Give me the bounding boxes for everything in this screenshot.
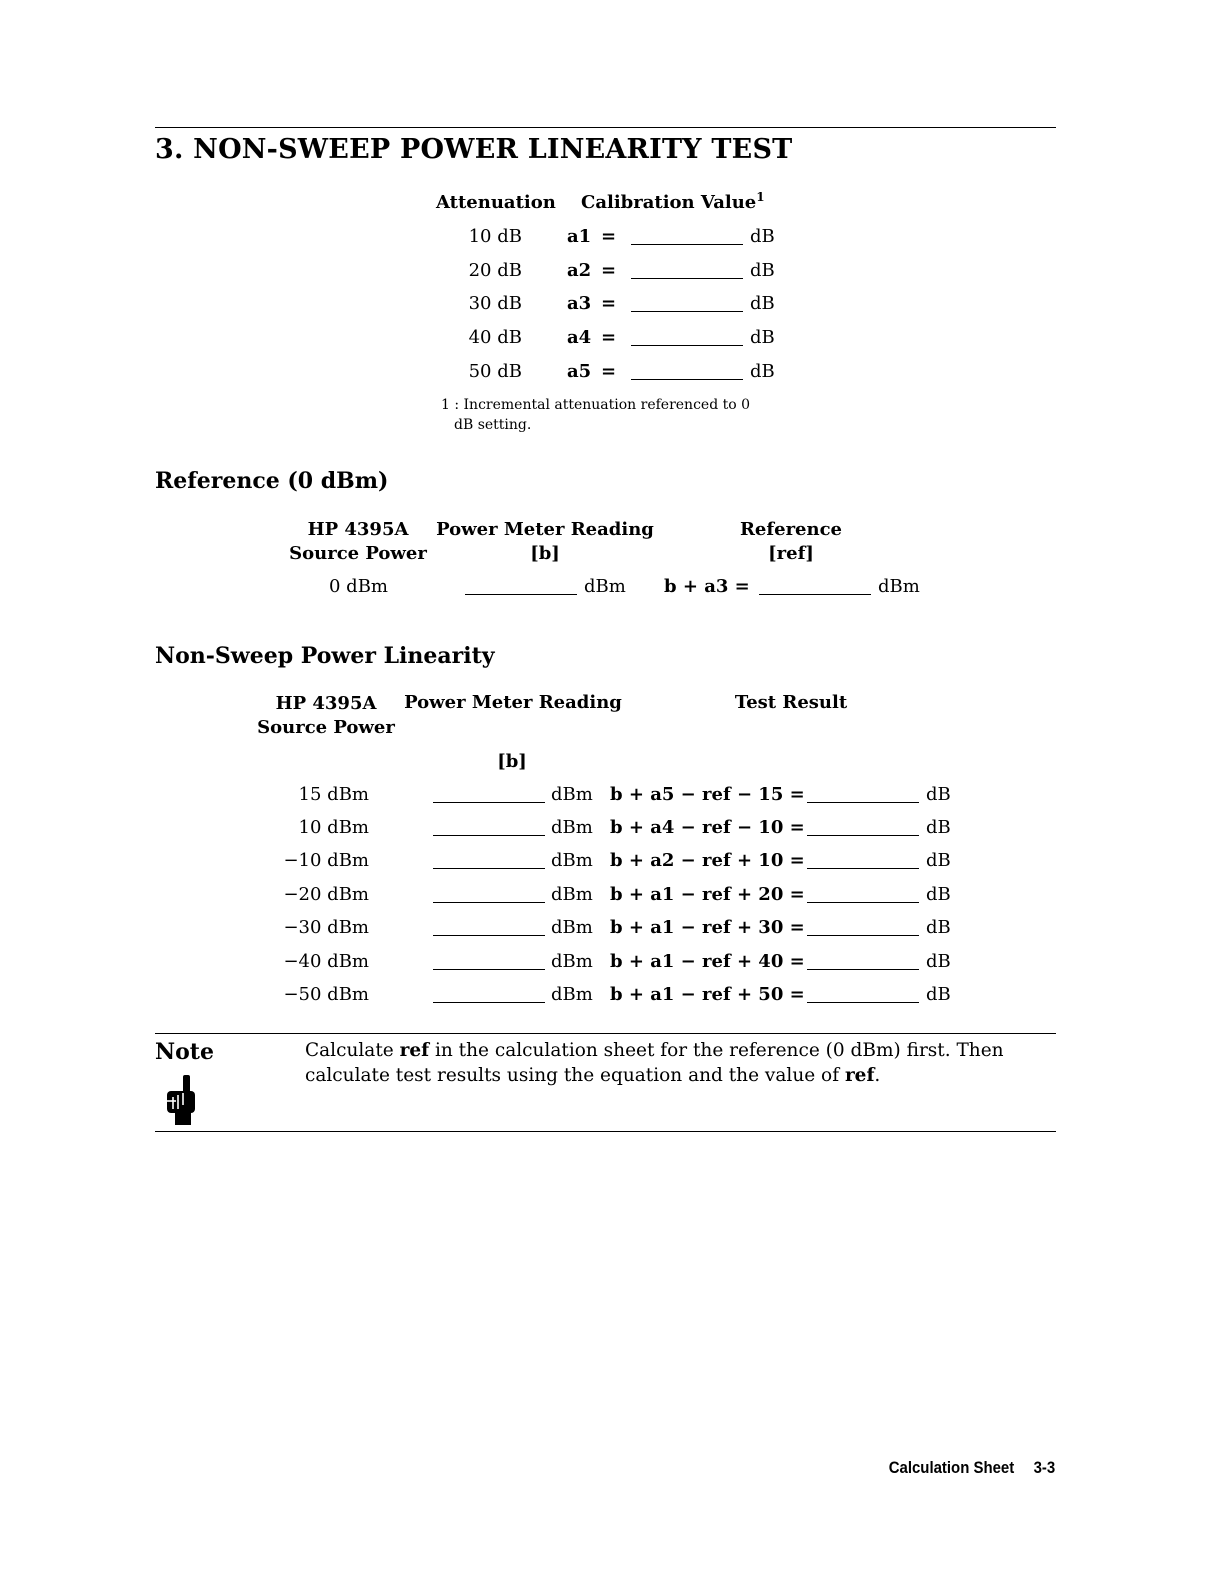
cal-unit: dB [750, 293, 775, 314]
lin-equation: b + a4 − ref − 10 = [610, 817, 805, 838]
footer-section: Calculation Sheet [888, 1458, 1015, 1477]
ref-col-reference-line1: Reference [739, 519, 843, 540]
ref-source-value: 0 dBm [329, 576, 388, 597]
ref-col-meter-line2: [b] [530, 543, 560, 564]
lin-meter-unit: dBm [551, 817, 593, 838]
lin-result-blank[interactable] [807, 868, 919, 869]
ref-col-source-line1: HP 4395A [307, 519, 409, 540]
cal-value-blank[interactable] [631, 345, 743, 346]
ref-meter-blank[interactable] [465, 594, 577, 595]
linearity-heading: Non-Sweep Power Linearity [155, 643, 495, 669]
lin-source-value: −10 dBm [283, 850, 369, 871]
cal-equals: = [601, 361, 617, 382]
col-header-calibration: Calibration Value$^1$ [581, 190, 765, 213]
lin-result-unit: dB [926, 951, 951, 972]
lin-meter-unit: dBm [551, 784, 593, 805]
lin-result-unit: dB [926, 884, 951, 905]
ref-col-source-line2: Source Power [289, 543, 427, 564]
footer-page-number: 3-3 [1033, 1458, 1055, 1477]
footnote-marker: 1 [756, 190, 765, 204]
lin-col-source [246, 692, 406, 740]
lin-source-value: 10 dBm [298, 817, 369, 838]
ref-col-reference-line2: [ref] [768, 543, 814, 564]
cal-label: a3 [567, 293, 592, 314]
ref-result-unit: dBm [878, 576, 920, 597]
note-bottom-rule [155, 1131, 1056, 1132]
cal-equals: = [601, 327, 617, 348]
lin-meter-unit: dBm [551, 951, 593, 972]
cal-equals: = [601, 226, 617, 247]
note-top-rule [155, 1033, 1056, 1034]
cal-label: a1 [567, 226, 592, 247]
cal-label: a4 [567, 327, 592, 348]
lin-result-blank[interactable] [807, 835, 919, 836]
cal-attenuation: 20 dB [468, 260, 522, 281]
page-footer [888, 1458, 1055, 1478]
lin-meter-blank[interactable] [433, 902, 545, 903]
lin-equation: b + a5 − ref − 15 = [610, 784, 805, 805]
lin-result-unit: dB [926, 784, 951, 805]
cal-equals: = [601, 260, 617, 281]
lin-result-unit: dB [926, 917, 951, 938]
cal-equals: = [601, 293, 617, 314]
lin-result-blank[interactable] [807, 935, 919, 936]
lin-meter-blank[interactable] [433, 868, 545, 869]
ref-col-reference [711, 518, 871, 566]
ref-col-meter-line1: Power Meter Reading [436, 519, 654, 540]
lin-equation: b + a1 − ref + 50 = [610, 984, 805, 1005]
ref-result-blank[interactable] [759, 594, 871, 595]
lin-result-blank[interactable] [807, 1002, 919, 1003]
reference-heading: Reference (0 dBm) [155, 468, 389, 494]
note-line1: Calculate ref in the calculation sheet for the reference (0 dBm) first. Then [305, 1040, 1004, 1061]
lin-col-meter: Power Meter Reading [404, 692, 622, 713]
note-text [305, 1038, 1055, 1088]
lin-result-blank[interactable] [807, 802, 919, 803]
lin-result-unit: dB [926, 850, 951, 871]
lin-meter-blank[interactable] [433, 935, 545, 936]
ref-col-source [278, 518, 438, 566]
lin-result-unit: dB [926, 984, 951, 1005]
lin-meter-unit: dBm [551, 850, 593, 871]
lin-source-value: −50 dBm [283, 984, 369, 1005]
lin-equation: b + a1 − ref + 40 = [610, 951, 805, 972]
note-line2: calculate test results using the equation and the value of ref. [305, 1065, 881, 1086]
lin-equation: b + a2 − ref + 10 = [610, 850, 805, 871]
pointing-hand-icon [163, 1075, 199, 1131]
cal-attenuation: 50 dB [468, 361, 522, 382]
lin-col-source-line1: HP 4395A [275, 693, 377, 714]
lin-meter-blank[interactable] [433, 802, 545, 803]
lin-result-blank[interactable] [807, 902, 919, 903]
top-rule [155, 127, 1056, 128]
lin-meter-blank[interactable] [433, 835, 545, 836]
cal-attenuation: 10 dB [468, 226, 522, 247]
lin-source-value: −40 dBm [283, 951, 369, 972]
lin-meter-blank[interactable] [433, 1002, 545, 1003]
cal-unit: dB [750, 361, 775, 382]
cal-value-blank[interactable] [631, 311, 743, 312]
col-header-attenuation: Attenuation [436, 192, 556, 213]
ref-meter-unit: dBm [584, 576, 626, 597]
lin-result-blank[interactable] [807, 969, 919, 970]
cal-label: a5 [567, 361, 592, 382]
lin-meter-unit: dBm [551, 884, 593, 905]
lin-meter-unit: dBm [551, 917, 593, 938]
lin-equation: b + a1 − ref + 20 = [610, 884, 805, 905]
lin-col-b: [b] [497, 751, 527, 772]
note-label: Note [155, 1039, 214, 1065]
lin-source-value: −20 dBm [283, 884, 369, 905]
lin-result-unit: dB [926, 817, 951, 838]
lin-meter-blank[interactable] [433, 969, 545, 970]
lin-meter-unit: dBm [551, 984, 593, 1005]
lin-col-result: Test Result [734, 692, 848, 713]
lin-source-value: 15 dBm [298, 784, 369, 805]
cal-attenuation: 40 dB [468, 327, 522, 348]
cal-value-blank[interactable] [631, 379, 743, 380]
page-title: 3. NON-SWEEP POWER LINEARITY TEST [155, 134, 793, 165]
lin-col-source-line2: Source Power [257, 717, 395, 738]
cal-unit: dB [750, 226, 775, 247]
cal-unit: dB [750, 260, 775, 281]
cal-unit: dB [750, 327, 775, 348]
footnote-line2: dB setting. [454, 417, 532, 433]
footnote-line1: 1 : Incremental attenuation referenced to 0 [441, 397, 751, 413]
ref-equation: b + a3 = [664, 576, 750, 597]
ref-col-meter [430, 518, 660, 566]
lin-source-value: −30 dBm [283, 917, 369, 938]
cal-value-blank[interactable] [631, 244, 743, 245]
lin-equation: b + a1 − ref + 30 = [610, 917, 805, 938]
cal-attenuation: 30 dB [468, 293, 522, 314]
cal-value-blank[interactable] [631, 278, 743, 279]
cal-label: a2 [567, 260, 592, 281]
